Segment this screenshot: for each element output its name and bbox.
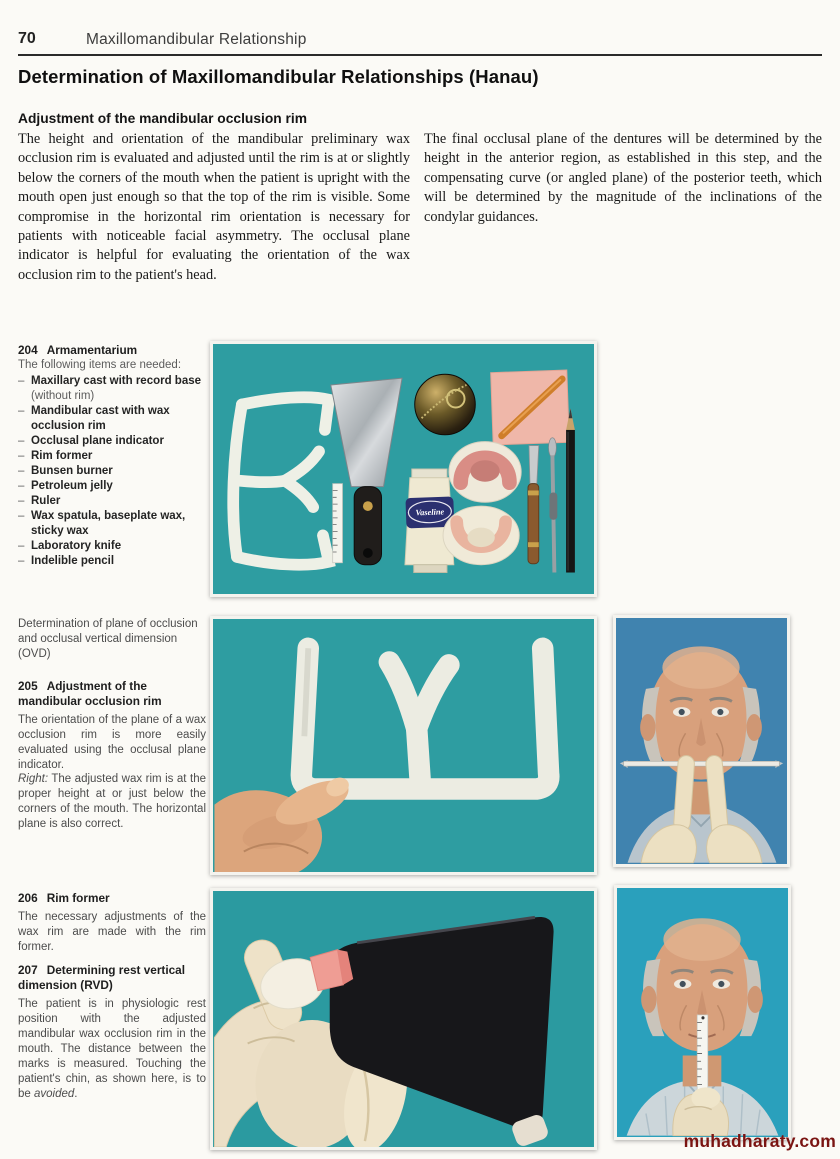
figure-207-number: 207 bbox=[18, 963, 38, 977]
photo-patient-vertical-ruler bbox=[614, 885, 791, 1140]
section-heading-adjustment: Adjustment of the mandibular occlusion rim bbox=[18, 111, 307, 126]
list-item bbox=[18, 434, 206, 449]
ear-right bbox=[746, 714, 761, 741]
reference-mark bbox=[701, 1016, 704, 1019]
list-item bbox=[18, 464, 206, 479]
vaseline-label: Vaseline bbox=[415, 507, 445, 518]
list-item-text: Laboratory knife bbox=[31, 540, 122, 552]
figure-205-caption-right bbox=[18, 772, 206, 832]
list-item-text: Ruler bbox=[31, 495, 61, 507]
figure-caption-205 bbox=[18, 679, 206, 773]
intro-paragraph-right: The final occlusal plane of the dentures will be determined by the height in the anterior region, as established in this step, and the compensating curve (or angled plane) of the posterior teeth, which will be determined by the magnitude of the inclinations of the condylar guidances. bbox=[424, 131, 822, 225]
patient-ruler-illustration bbox=[617, 888, 788, 1137]
caption-lead: Right: bbox=[18, 773, 49, 785]
armamentarium-list bbox=[18, 374, 206, 569]
photo-patient-horizontal-plane bbox=[613, 615, 790, 867]
list-item-text: Indelible pencil bbox=[31, 555, 115, 567]
ear-left bbox=[640, 714, 655, 741]
figure-205-title: Adjustment of the mandibular occlusion rim bbox=[18, 679, 162, 708]
figure-204-number: 204 bbox=[18, 343, 38, 357]
running-head: Maxillomandibular Relationship bbox=[86, 31, 307, 48]
laboratory-knife bbox=[528, 446, 539, 564]
text-emphasis: avoided bbox=[34, 1088, 75, 1100]
text-pre: The patient is in physiologic rest position with the adjusted mandibular wax occlusion rim in the mouth. The distance between the marks is measured. Touching the patient's chin, as shown here, is to be bbox=[18, 998, 206, 1100]
figure-205-heading bbox=[18, 679, 206, 709]
patient-face-illustration bbox=[616, 618, 787, 864]
figure-205-number: 205 bbox=[18, 679, 38, 693]
ear-left bbox=[641, 986, 656, 1013]
armamentarium-illustration bbox=[213, 344, 594, 594]
list-marker: – bbox=[18, 435, 25, 447]
caption-text: The adjusted wax rim is at the proper height at or just below the corners of the mouth. The horizontal plane is also correct. bbox=[18, 773, 206, 830]
ruler bbox=[333, 484, 343, 563]
list-marker: – bbox=[18, 405, 25, 417]
figure-204-lead: The following items are needed: bbox=[18, 359, 182, 371]
list-marker: – bbox=[18, 450, 25, 462]
list-item-text: Rim former bbox=[31, 450, 93, 462]
mandibular-cast-with-wax-rim bbox=[443, 506, 519, 565]
list-marker: – bbox=[18, 465, 25, 477]
figure-207-text bbox=[18, 997, 206, 1102]
list-item bbox=[18, 374, 206, 404]
figure-204-heading bbox=[18, 343, 206, 358]
list-marker: – bbox=[18, 375, 25, 387]
figure-206-text: The necessary adjustments of the wax rim are made with the rim former. bbox=[18, 911, 206, 953]
text-post: . bbox=[74, 1088, 78, 1100]
intro-paragraph-left: The height and orientation of the mandibular preliminary wax occlusion rim is evaluated and adjusted until the rim is at or slightly below the corners of the mouth when the patient is upright with the mouth open just enough so that the top of the rim is visible. Some compromise in the horizontal rim orientation is necessary for patients with noticeable facial asymmetry. The occlusal plane indicator is helpful for evaluating the orientation of the wax occlusion rim to the patient's head. bbox=[18, 131, 410, 283]
list-marker: – bbox=[18, 495, 25, 507]
figure-206-heading bbox=[18, 891, 206, 906]
figure-caption-206 bbox=[18, 891, 206, 955]
maxillary-cast bbox=[449, 442, 521, 503]
list-item-text: Mandibular cast with wax occlusion rim bbox=[31, 405, 170, 432]
list-item bbox=[18, 404, 206, 434]
photo-occlusal-plane-indicator-in-hand bbox=[210, 616, 597, 875]
list-item-text: Wax spatula, baseplate wax, sticky wax bbox=[31, 510, 186, 537]
figure-205-text: The orientation of the plane of a wax occlusion rim is more easily evaluated using the occlusal plane indicator. bbox=[18, 714, 206, 771]
rim-former-illustration bbox=[213, 891, 594, 1147]
photo-armamentarium bbox=[210, 341, 597, 597]
indicator-in-hand-illustration bbox=[213, 619, 594, 872]
page-number: 70 bbox=[18, 30, 36, 47]
indicator-shading bbox=[304, 648, 308, 736]
ear-right bbox=[747, 986, 762, 1013]
indelible-pencil bbox=[566, 408, 575, 572]
list-marker: – bbox=[18, 540, 25, 552]
figure-206-number: 206 bbox=[18, 891, 38, 905]
list-marker: – bbox=[18, 480, 25, 492]
figure-207-heading bbox=[18, 963, 206, 993]
figure-207-title: Determining rest vertical dimension (RVD) bbox=[18, 963, 186, 992]
list-marker: – bbox=[18, 555, 25, 567]
watermark-site-name: muhadharaty.com bbox=[683, 1131, 836, 1151]
list-item bbox=[18, 509, 206, 539]
list-marker: – bbox=[18, 510, 25, 522]
baseplate-wax-and-sticky-wax bbox=[491, 370, 570, 445]
petroleum-jelly-tube bbox=[405, 469, 454, 573]
page-title: Determination of Maxillomandibular Relationships (Hanau) bbox=[18, 66, 539, 87]
figure-caption-207 bbox=[18, 963, 206, 1102]
list-item bbox=[18, 539, 206, 554]
metal-container bbox=[415, 374, 476, 435]
figure-206-title: Rim former bbox=[46, 891, 110, 905]
list-item-text: Maxillary cast with record base bbox=[31, 375, 202, 387]
figure-caption-204 bbox=[18, 343, 206, 569]
photo-rim-former bbox=[210, 888, 597, 1150]
list-item-note: (without rim) bbox=[31, 390, 95, 402]
list-item bbox=[18, 554, 206, 569]
figure-204-title: Armamentarium bbox=[46, 343, 138, 357]
list-item-text: Bunsen burner bbox=[31, 465, 113, 477]
list-item bbox=[18, 479, 206, 494]
list-item-text: Petroleum jelly bbox=[31, 480, 113, 492]
list-item bbox=[18, 449, 206, 464]
header-rule bbox=[18, 54, 822, 56]
ovd-heading: Determination of plane of occlusion and occlusal vertical dimension (OVD) bbox=[18, 618, 198, 660]
list-item bbox=[18, 494, 206, 509]
list-item-text: Occlusal plane indicator bbox=[31, 435, 164, 447]
